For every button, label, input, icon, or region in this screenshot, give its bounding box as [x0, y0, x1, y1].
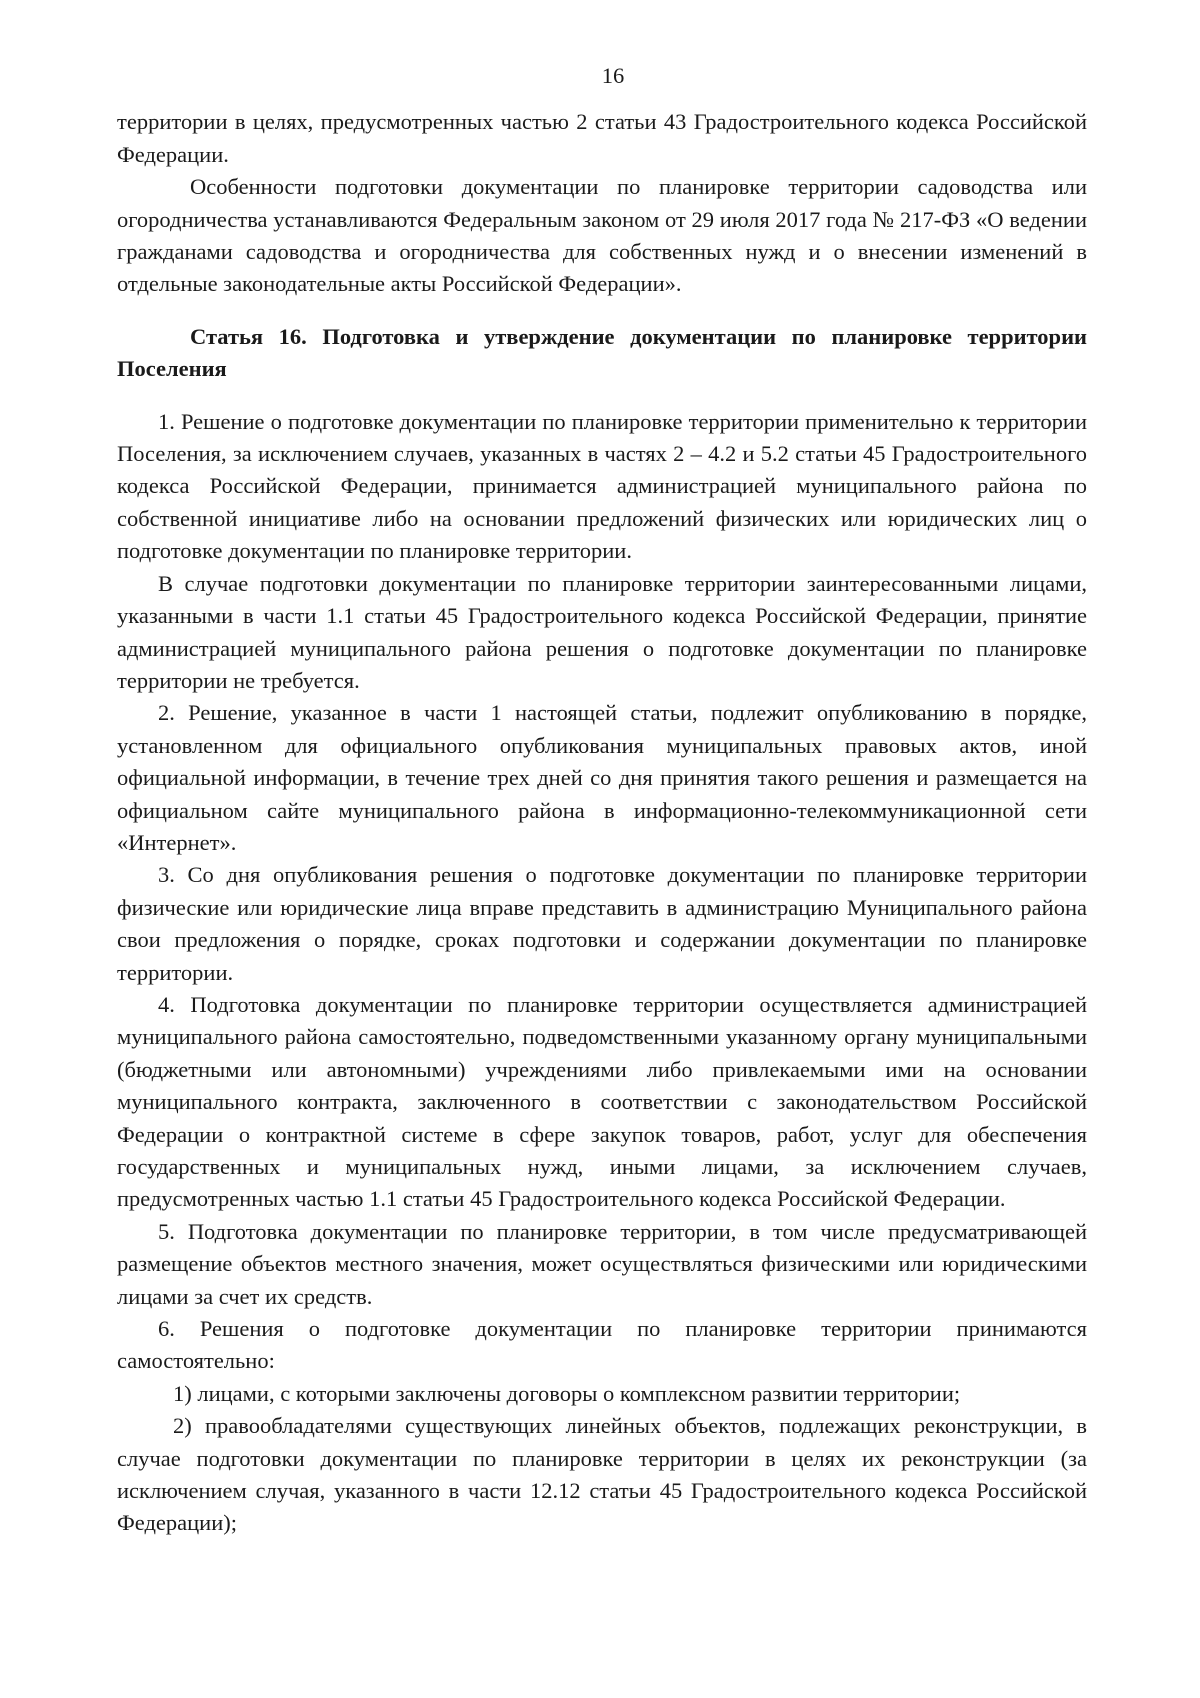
paragraph-3: 3. Со дня опубликования решения о подготовке документации по планировке территории физические или юридические лица вправе представить в администрацию Муниципального района свои предложения о порядке, сроках подготовки и содержании документации по планировке территории. — [117, 862, 1087, 985]
document-page — [117, 60, 1087, 1540]
continuation-paragraph: территории в целях, предусмотренных частью 2 статьи 43 Градостроительного кодекса Российской Федерации. — [117, 109, 1087, 167]
paragraph-5: 5. Подготовка документации по планировке территории, в том числе предусматривающей размещение объектов местного значения, может осуществляться физическими или юридическими лицами за счет их средств. — [117, 1218, 1087, 1309]
paragraph-6: 6. Решения о подготовке документации по планировке территории принимаются самостоятельно: — [117, 1316, 1087, 1374]
paragraph-4: 4. Подготовка документации по планировке территории осуществляется администрацией муниципального района самостоятельно, подведомственными указанному органу муниципальными (бюджетными или автономными) учреждениями либо привлекаемыми ими на основании муниципального контракта, заключенного в соответствии с законодательством Российской Федерации о контрактной системе в сфере закупок товаров, работ, услуг для обеспечения государственных и муниципальных нужд, иными лицами, за исключением случаев, предусмотренных частью 1.1 статьи 45 Градостроительного кодекса Российской Федерации. — [117, 991, 1087, 1212]
intro-paragraph: Особенности подготовки документации по планировке территории садоводства или огородничества устанавливаются Федеральным законом от 29 июля 2017 года № 217-ФЗ «О ведении гражданами садоводства и огородничества для собственных нужд и о внесении изменений в отдельные законодательные акты Российской Федерации». — [117, 174, 1087, 297]
paragraph-1: 1. Решение о подготовке документации по планировке территории применительно к территории Поселения, за исключением случаев, указанных в частях 2 – 4.2 и 5.2 статьи 45 Градостроительного кодекса Российской Федерации, принимается администрацией муниципального района по собственной инициативе либо на основании предложений физических или юридических лиц о подготовке документации по планировке территории. — [117, 408, 1087, 564]
list-item-1: 1) лицами, с которыми заключены договоры о комплексном развитии территории; — [173, 1380, 961, 1406]
list-item-2: 2) правообладателями существующих линейных объектов, подлежащих реконструкции, в случае подготовки документации по планировке территории в целях их реконструкции (за исключением случая, указанного в части 12.12 статьи 45 Градостроительного кодекса Российской Федерации); — [117, 1413, 1087, 1536]
paragraph-1-note: В случае подготовки документации по планировке территории заинтересованными лицами, указанными в части 1.1 статьи 45 Градостроительного кодекса Российской Федерации, принятие администрацией муниципального района решения о подготовке документации по планировке территории не требуется. — [117, 570, 1087, 693]
paragraph-2: 2. Решение, указанное в части 1 настоящей статьи, подлежит опубликованию в порядке, установленном для официального опубликования муниципальных правовых актов, иной официальной информации, в течение трех дней со дня принятия такого решения и размещается на официальном сайте муниципального района в информационно-телекоммуникационной сети «Интернет». — [117, 700, 1087, 855]
page-number: 16 — [601, 63, 625, 88]
article-heading: Статья 16. Подготовка и утверждение документации по планировке территории Поселения — [117, 323, 1087, 382]
